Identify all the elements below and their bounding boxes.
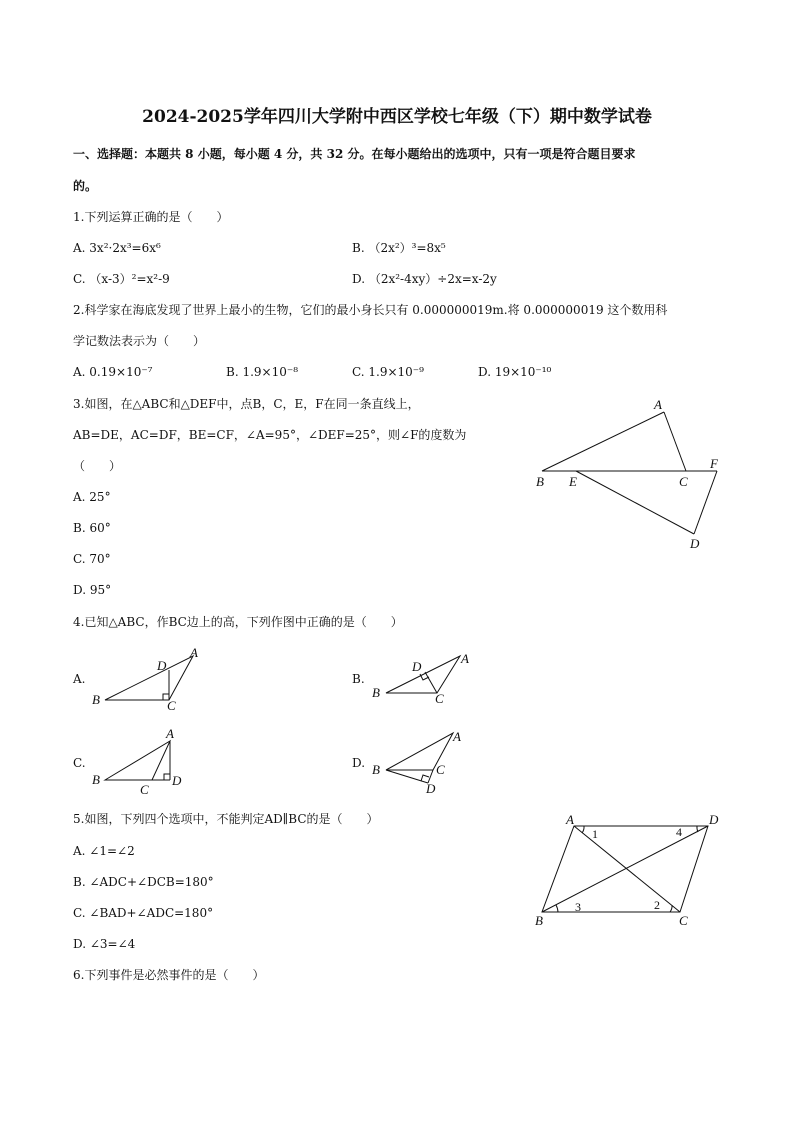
q2-option-d: D. 19×10⁻¹⁰ xyxy=(478,365,552,379)
q3-option-c: C. 70° xyxy=(73,552,111,566)
q2-stem-line1: 2.科学家在海底发现了世界上最小的生物，它们的最小身长只有 0.000000019m.将 0.000000019 这个数用科 xyxy=(73,303,668,317)
q1-option-c: C. （x-3）²=x²-9 xyxy=(73,272,170,286)
svg-text:A: A xyxy=(166,726,174,741)
q4-option-b: B. xyxy=(352,672,365,686)
q4-option-a: A. xyxy=(73,672,86,686)
svg-text:D: D xyxy=(709,812,719,827)
q1-option-d: D. （2x²-4xy）÷2x=x-2y xyxy=(352,272,497,286)
svg-text:3: 3 xyxy=(575,900,581,914)
svg-text:4: 4 xyxy=(676,825,682,839)
svg-text:A: A xyxy=(453,729,461,744)
svg-text:C: C xyxy=(435,691,444,706)
q3-stem-line1: 3.如图，在△ABC和△DEF中，点B，C，E，F在同一条直线上， xyxy=(73,397,420,411)
svg-text:A: A xyxy=(190,645,198,660)
q2-stem-line2: 学记数法表示为（ ） xyxy=(73,334,206,348)
q4-stem: 4.已知△ABC，作BC边上的高，下列作图中正确的是（ ） xyxy=(73,615,403,629)
q3-label-a: A xyxy=(654,397,662,412)
svg-text:B: B xyxy=(92,692,100,707)
q3-label-f: F xyxy=(710,456,718,471)
q5-option-d: D. ∠3=∠4 xyxy=(73,937,136,951)
q4-option-d: D. xyxy=(352,756,366,770)
svg-text:C: C xyxy=(436,762,445,777)
svg-text:A: A xyxy=(566,812,574,827)
q2-option-a: A. 0.19×10⁻⁷ xyxy=(73,365,153,379)
svg-text:2: 2 xyxy=(654,898,660,912)
svg-text:D: D xyxy=(412,659,422,674)
q3-label-d: D xyxy=(690,536,700,551)
svg-text:C: C xyxy=(167,698,176,713)
q1-option-b: B. （2x²）³=8x⁵ xyxy=(352,241,446,255)
q5-diagonal-bd xyxy=(542,826,708,912)
svg-text:B: B xyxy=(92,772,100,787)
q3-option-b: B. 60° xyxy=(73,521,111,535)
q4-option-c: C. xyxy=(73,756,86,770)
q3-label-b: B xyxy=(536,474,544,489)
q5-option-c: C. ∠BAD+∠ADC=180° xyxy=(73,906,214,920)
q3-stem-line3: （ ） xyxy=(73,459,122,473)
q2-option-c: C. 1.9×10⁻⁹ xyxy=(352,365,424,379)
svg-text:B: B xyxy=(372,762,380,777)
q3-label-c: C xyxy=(679,474,688,489)
svg-text:B: B xyxy=(372,685,380,700)
svg-text:1: 1 xyxy=(592,827,598,841)
q3-label-e: E xyxy=(569,474,577,489)
svg-text:B: B xyxy=(535,913,543,928)
q6-stem: 6.下列事件是必然事件的是（ ） xyxy=(73,968,265,982)
q5-option-a: A. ∠1=∠2 xyxy=(73,844,135,858)
section-heading-line2: 的。 xyxy=(73,179,98,193)
q3-option-d: D. 95° xyxy=(73,583,112,597)
svg-text:D: D xyxy=(157,658,167,673)
page-title: 2024-2025学年四川大学附中西区学校七年级（下）期中数学试卷 xyxy=(142,107,652,127)
svg-text:A: A xyxy=(461,651,469,666)
svg-text:D: D xyxy=(426,781,436,796)
q1-option-a: A. 3x²·2x³=6x⁶ xyxy=(73,241,161,255)
q5-stem: 5.如图，下列四个选项中，不能判定AD∥BC的是（ ） xyxy=(73,812,379,826)
q5-diagonal-ac xyxy=(574,826,680,912)
q3-stem-line2: AB=DE，AC=DF，BE=CF，∠A=95°，∠DEF=25°，则∠F的度数为 xyxy=(73,428,467,442)
svg-text:C: C xyxy=(140,782,149,797)
svg-text:C: C xyxy=(679,913,688,928)
q1-stem: 1.下列运算正确的是（ ） xyxy=(73,210,229,224)
section-heading-line1: 一、选择题：本题共 8 小题，每小题 4 分，共 32 分。在每小题给出的选项中，只有一项是符合题目要求 xyxy=(73,147,636,161)
q3-option-a: A. 25° xyxy=(73,490,111,504)
q5-option-b: B. ∠ADC+∠DCB=180° xyxy=(73,875,214,889)
svg-text:D: D xyxy=(172,773,182,788)
q2-option-b: B. 1.9×10⁻⁸ xyxy=(226,365,298,379)
